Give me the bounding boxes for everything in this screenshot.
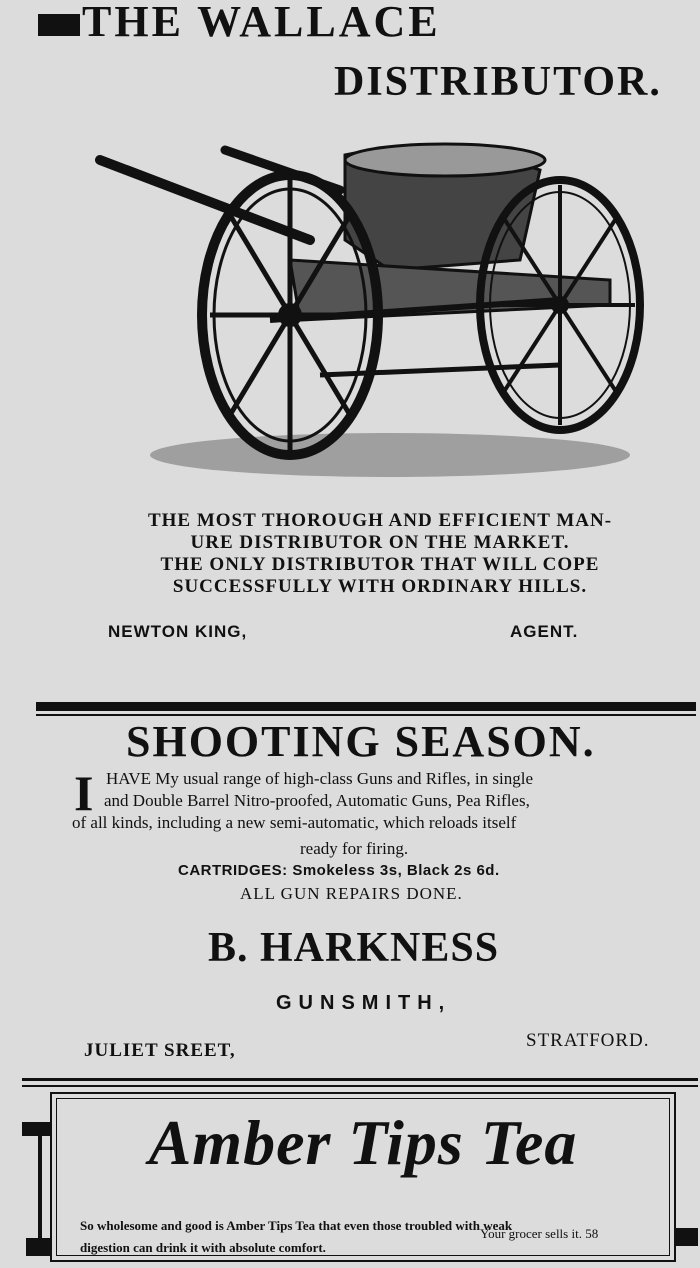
town-name: STRATFORD. [526,1030,650,1051]
border-ornament [676,1228,698,1246]
cartridges-prices: CARTRIDGES: Smokeless 3s, Black 2s 6d. [178,862,500,879]
drop-cap: I [74,765,94,821]
body-line-2: and Double Barrel Nitro-proofed, Automatic Guns, Pea Rifles, [104,791,530,810]
grocer-note: Your grocer sells it. 58 [480,1226,599,1241]
tagline-line2: URE DISTRIBUTOR ON THE MARKET. [190,532,570,553]
border-ornament [26,1238,50,1256]
tea-copy-line1: So wholesome and good is Amber Tips Tea that even those troubled with weak [80,1218,513,1233]
gunsmith-name: B. HARKNESS [208,925,500,971]
manure-distributor-illustration [90,130,670,500]
body-line-1: HAVE My usual range of high-class Guns and Rifles, in single [106,769,533,788]
agent-label: AGENT. [510,622,579,641]
ad-title-line1: THE WALLACE [82,0,441,46]
tagline-line1: THE MOST THOROUGH AND EFFICIENT MAN- [147,510,613,531]
ad-title-line2: DISTRIBUTOR. [334,59,662,105]
tea-copy-line2: digestion can drink it with absolute comfort. [80,1240,326,1255]
section-divider-2-thin [22,1085,698,1087]
tea-title: Amber Tips Tea [148,1107,578,1178]
body-line-3: of all kinds, including a new semi-automatic, which reloads itself [72,813,517,832]
shooting-title: SHOOTING SEASON. [126,717,596,766]
section-divider-2 [22,1078,698,1081]
body-line-4: ready for firing. [300,839,409,858]
corner-ornament [38,14,80,36]
street-address: JULIET SREET, [84,1040,236,1061]
repairs-notice: ALL GUN REPAIRS DONE. [240,884,463,903]
tagline-line4: SUCCESSFULLY WITH ORDINARY HILLS. [172,576,588,597]
tagline-line3: THE ONLY DISTRIBUTOR THAT WILL COPE [160,554,600,575]
agent-name: NEWTON KING, [108,622,248,641]
trade-label: GUNSMITH, [276,992,452,1014]
border-ornament [22,1122,50,1136]
section-divider [36,702,696,711]
